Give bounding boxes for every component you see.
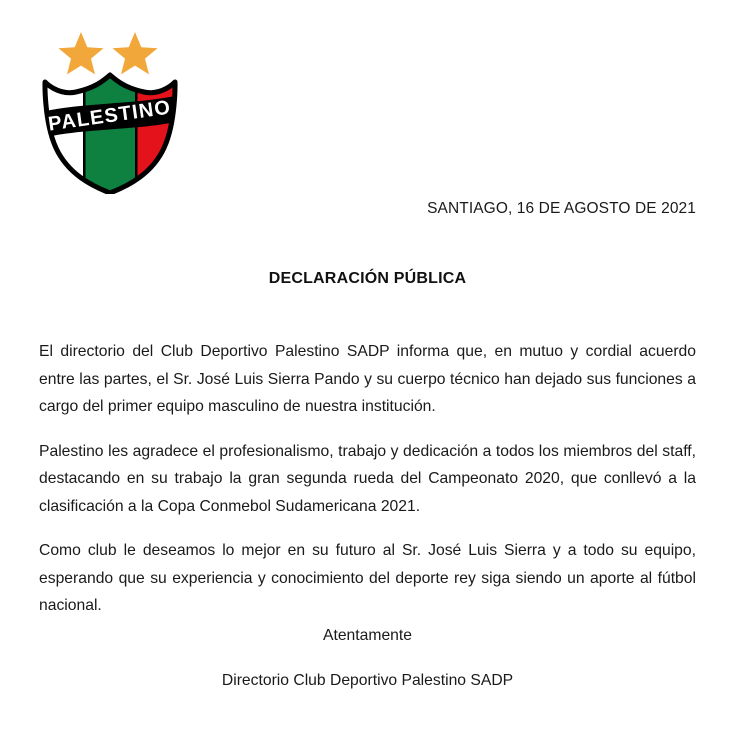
body-paragraph: Como club le deseamos lo mejor en su futuro al Sr. José Luis Sierra y a todo su equipo, esperando que su experiencia y conocimiento del deporte rey siga siendo un aporte al fútbol nacional. <box>39 542 696 614</box>
document-title: DECLARACIÓN PÚBLICA <box>268 270 467 287</box>
document-body <box>39 338 696 620</box>
body-paragraph: Palestino les agradece el profesionalismo, trabajo y dedicación a todos los miembros del staff, destacando en su trabajo la gran segunda rueda del Campeonato 2020, que conllevó a la clasificación a la Copa Conmebol Sudamericana 2021. <box>39 442 696 515</box>
signature-signer: Directorio Club Deportivo Palestino SADP <box>221 671 514 689</box>
crest-stars <box>59 32 158 74</box>
signature-closing: Atentamente <box>323 627 412 644</box>
signature-block <box>39 622 696 694</box>
body-paragraph: El directorio del Club Deportivo Palestino SADP informa que, en mutuo y cordial acuerdo entre las partes, el Sr. José Luis Sierra Pando y su cuerpo técnico han dejado sus funciones a cargo del primer equipo masculino de nuestra institución. <box>39 343 696 415</box>
crest-banner-text: PALESTINO <box>46 96 173 136</box>
palestino-crest-logo <box>36 26 184 194</box>
date-line: SANTIAGO, 16 DE AGOSTO DE 2021 <box>427 200 696 217</box>
